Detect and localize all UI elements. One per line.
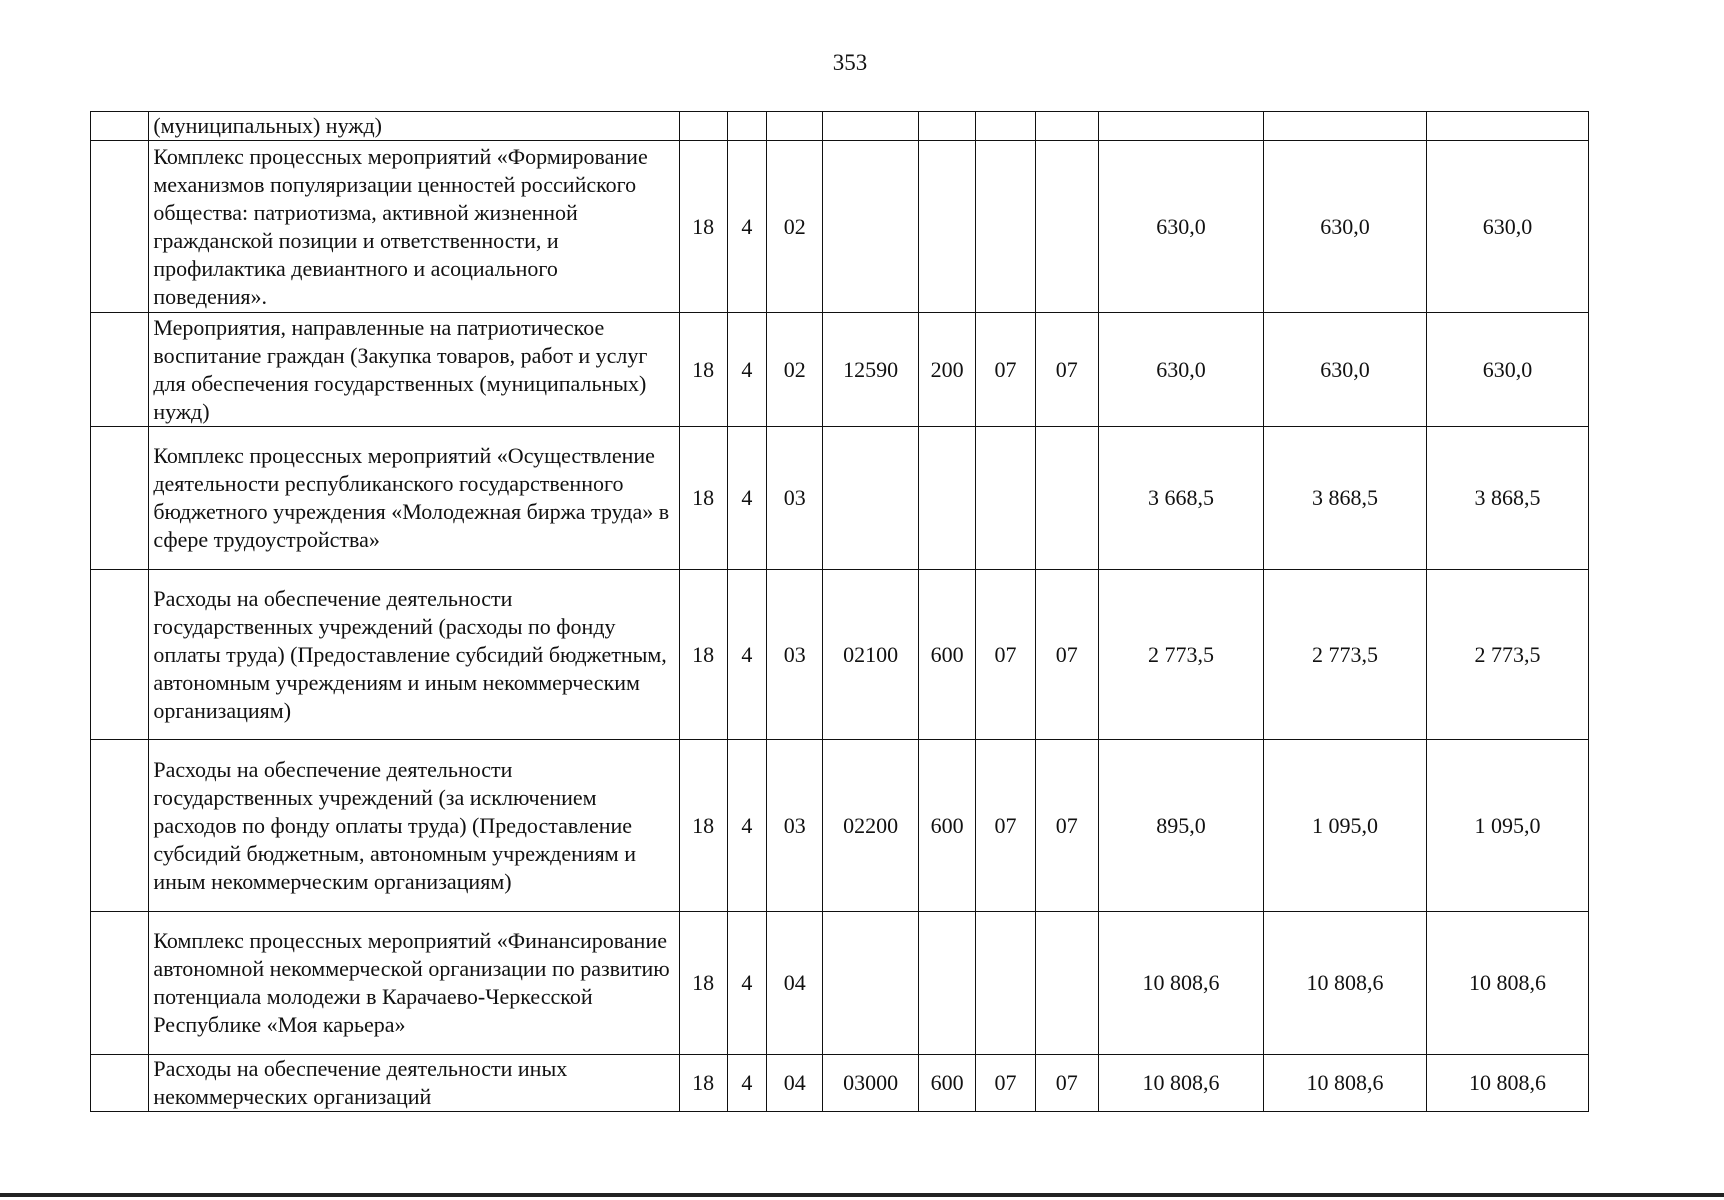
code-cell: 18 [679,1055,727,1112]
code-cell: 600 [918,570,975,740]
table-row [91,313,1589,427]
code-cell: 03 [767,427,823,570]
code-cell: 07 [976,1055,1035,1112]
page-bottom-rule [0,1193,1724,1197]
amount-cell: 3 868,5 [1426,427,1588,570]
code-cell [976,141,1035,313]
code-cell [976,427,1035,570]
amount-cell: 630,0 [1426,141,1588,313]
code-cell: 200 [918,313,975,427]
code-cell: 600 [918,1055,975,1112]
code-cell: 4 [727,427,766,570]
code-cell [1035,141,1098,313]
code-cell: 4 [727,740,766,912]
amount-cell: 2 773,5 [1263,570,1426,740]
code-cell: 03000 [823,1055,919,1112]
row-description: Комплекс процессных мероприятий «Осуществление деятельности республиканского государственного бюджетного учреждения «Молодежная биржа труда» в сфере трудоустройства» [149,427,679,570]
blank-cell [91,427,149,570]
blank-cell [91,141,149,313]
code-cell: 18 [679,912,727,1055]
code-cell: 4 [727,570,766,740]
amount-cell [1098,112,1263,141]
table-row [91,1055,1589,1112]
code-cell: 12590 [823,313,919,427]
amount-cell: 630,0 [1263,141,1426,313]
row-description: Расходы на обеспечение деятельности иных некоммерческих организаций [149,1055,679,1112]
code-cell: 04 [767,912,823,1055]
table-row [91,740,1589,912]
code-cell [918,112,975,141]
code-cell: 03 [767,740,823,912]
row-description: (муниципальных) нужд) [149,112,679,141]
blank-cell [91,112,149,141]
amount-cell [1263,112,1426,141]
code-cell: 18 [679,141,727,313]
amount-cell: 2 773,5 [1098,570,1263,740]
code-cell [1035,912,1098,1055]
table-row [91,570,1589,740]
code-cell: 07 [976,313,1035,427]
code-cell [823,112,919,141]
code-cell: 07 [1035,313,1098,427]
code-cell [976,112,1035,141]
amount-cell: 3 668,5 [1098,427,1263,570]
amount-cell: 630,0 [1098,313,1263,427]
amount-cell [1426,112,1588,141]
code-cell: 02200 [823,740,919,912]
code-cell [823,427,919,570]
code-cell [918,141,975,313]
row-description: Мероприятия, направленные на патриотическое воспитание граждан (Закупка товаров, работ и услуг для обеспечения государственных (муниципальных) нужд) [149,313,679,427]
amount-cell: 630,0 [1426,313,1588,427]
code-cell: 07 [1035,740,1098,912]
row-description: Комплекс процессных мероприятий «Формирование механизмов популяризации ценностей российского общества: патриотизма, активной жизненной гражданской позиции и ответственности, и профилактика девиантного и асоциального поведения». [149,141,679,313]
amount-cell: 895,0 [1098,740,1263,912]
amount-cell: 10 808,6 [1263,912,1426,1055]
code-cell: 07 [1035,1055,1098,1112]
code-cell: 18 [679,313,727,427]
row-description: Расходы на обеспечение деятельности государственных учреждений (за исключением расходов по фонду оплаты труда) (Предоставление субсидий бюджетным, автономным учреждениям и иным некоммерческим организациям) [149,740,679,912]
code-cell: 4 [727,1055,766,1112]
amount-cell: 10 808,6 [1098,912,1263,1055]
code-cell: 18 [679,740,727,912]
code-cell: 02 [767,313,823,427]
blank-cell [91,1055,149,1112]
amount-cell: 1 095,0 [1426,740,1588,912]
code-cell [918,912,975,1055]
table-row [91,427,1589,570]
amount-cell: 630,0 [1098,141,1263,313]
code-cell: 18 [679,570,727,740]
code-cell: 03 [767,570,823,740]
code-cell [679,112,727,141]
table-row [91,112,1589,141]
code-cell: 07 [976,740,1035,912]
code-cell [767,112,823,141]
table-row [91,912,1589,1055]
amount-cell: 10 808,6 [1426,1055,1588,1112]
table-row [91,141,1589,313]
budget-table [90,111,1589,1112]
amount-cell: 2 773,5 [1426,570,1588,740]
blank-cell [91,313,149,427]
code-cell [1035,112,1098,141]
code-cell: 600 [918,740,975,912]
code-cell [976,912,1035,1055]
code-cell: 4 [727,141,766,313]
code-cell [823,912,919,1055]
blank-cell [91,912,149,1055]
code-cell: 02100 [823,570,919,740]
blank-cell [91,570,149,740]
amount-cell: 10 808,6 [1426,912,1588,1055]
code-cell [823,141,919,313]
code-cell: 07 [976,570,1035,740]
code-cell [1035,427,1098,570]
page-number: 353 [832,50,868,75]
code-cell [727,112,766,141]
code-cell [918,427,975,570]
code-cell: 18 [679,427,727,570]
amount-cell: 3 868,5 [1263,427,1426,570]
code-cell: 4 [727,912,766,1055]
code-cell: 4 [727,313,766,427]
amount-cell: 10 808,6 [1263,1055,1426,1112]
code-cell: 07 [1035,570,1098,740]
amount-cell: 1 095,0 [1263,740,1426,912]
code-cell: 02 [767,141,823,313]
amount-cell: 630,0 [1263,313,1426,427]
code-cell: 04 [767,1055,823,1112]
blank-cell [91,740,149,912]
amount-cell: 10 808,6 [1098,1055,1263,1112]
row-description: Расходы на обеспечение деятельности государственных учреждений (расходы по фонду оплаты труда) (Предоставление субсидий бюджетным, автономным учреждениям и иным некоммерческим организациям) [149,570,679,740]
row-description: Комплекс процессных мероприятий «Финансирование автономной некоммерческой организации по развитию потенциала молодежи в Карачаево-Черкесской Республике «Моя карьера» [149,912,679,1055]
